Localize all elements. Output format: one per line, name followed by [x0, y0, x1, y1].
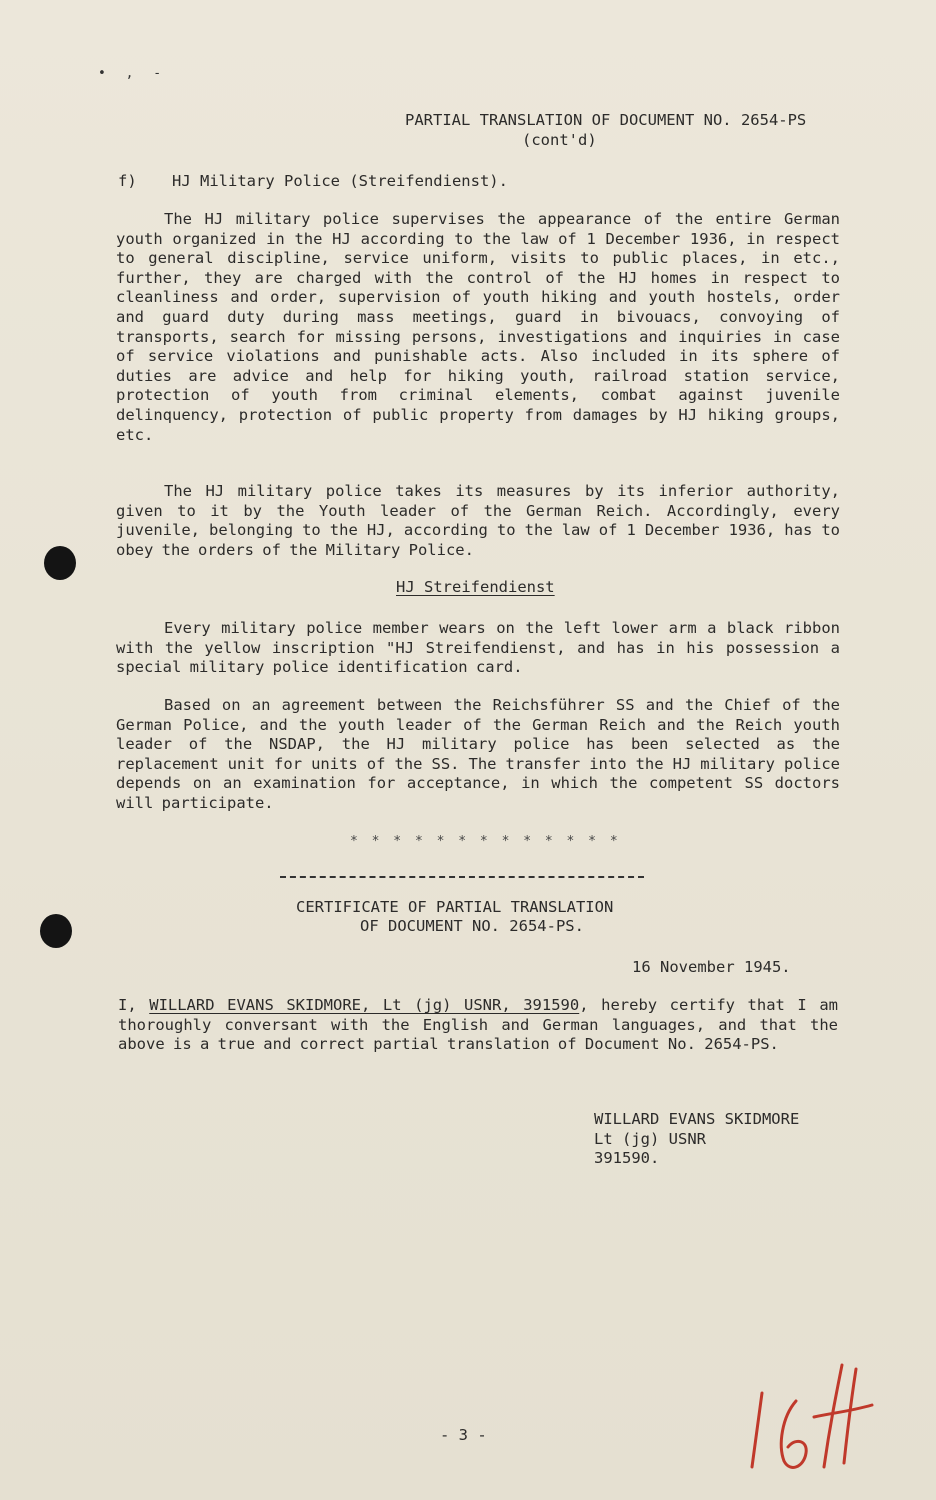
subheading: HJ Streifendienst — [396, 578, 555, 596]
certificate-title-line-1: CERTIFICATE OF PARTIAL TRANSLATION — [296, 898, 614, 916]
translator-name-underlined: WILLARD EVANS SKIDMORE, Lt (jg) USNR, 391590 — [149, 996, 580, 1014]
certificate-prefix: I, — [118, 996, 150, 1014]
paragraph-3: Every military police member wears on the left lower arm a black ribbon with the yellow inscription "HJ Streifendienst, and has in his possession a special military police identification card. — [116, 619, 840, 677]
signature-number: 391590. — [594, 1149, 660, 1167]
punch-hole-upper — [44, 546, 76, 580]
separator-stars: * * * * * * * * * * * * * — [350, 834, 621, 849]
section-heading — [118, 172, 508, 190]
certificate-statement: , hereby certify that I am thoroughly conversant with the English and German languages, and that the above is a true and correct partial translation of Document No. 2654-PS. — [118, 996, 838, 1054]
handwritten-page-number — [744, 1355, 884, 1475]
punch-hole-lower — [40, 914, 72, 948]
page-number: - 3 - — [440, 1426, 487, 1444]
certificate-date: 16 November 1945. — [632, 958, 791, 976]
top-marks: • , - — [98, 66, 168, 81]
certificate-title — [296, 898, 636, 936]
signature-name: WILLARD EVANS SKIDMORE — [594, 1110, 800, 1128]
certificate-title-line-2: OF DOCUMENT NO. 2654-PS. — [360, 917, 584, 935]
document-subtitle: (cont'd) — [522, 131, 597, 149]
certificate-body — [118, 996, 838, 1055]
section-letter: f) — [118, 172, 137, 190]
document-header — [400, 110, 820, 150]
paragraph-2: The HJ military police takes its measures by its inferior authority, given to it by the Youth leader of the German Reich. Accordingly, every juvenile, belonging to the HJ, according to the law of 1 December 1936, has to obey the orders of the Military Police. — [116, 482, 840, 559]
dashed-rule — [280, 876, 644, 878]
section-title: HJ Military Police (Streifendienst). — [172, 172, 508, 190]
document-title: PARTIAL TRANSLATION OF DOCUMENT NO. 2654-PS — [405, 111, 807, 129]
signature-block — [594, 1110, 799, 1169]
paragraph-1: The HJ military police supervises the appearance of the entire German youth organized in the HJ according to the law of 1 December 1936, in respect to general discipline, service uniform, visits to public places, in etc., further, they are charged with the control of the HJ homes in respect to cleanliness and order, supervision of youth hiking and youth hostels, order and guard duty during mass meetings, guard in bivouacs, convoying of transports, search for missing persons, investigations and inquiries in case of service violations and punishable acts. Also included in its sphere of duties are advice and help for hiking youth, railroad station service, protection of youth from criminal elements, combat against juvenile delinquency, protection of public property from damages by HJ hiking groups, etc. — [116, 210, 840, 444]
paragraph-4: Based on an agreement between the Reichsführer SS and the Chief of the German Police, and the youth leader of the German Reich and the Reich youth leader of the NSDAP, the HJ military police has been selected as the replacement unit for units of the SS. The transfer into the HJ military police depends on an examination for acceptance, in which the competent SS doctors will participate. — [116, 696, 840, 812]
signature-rank: Lt (jg) USNR — [594, 1129, 706, 1148]
